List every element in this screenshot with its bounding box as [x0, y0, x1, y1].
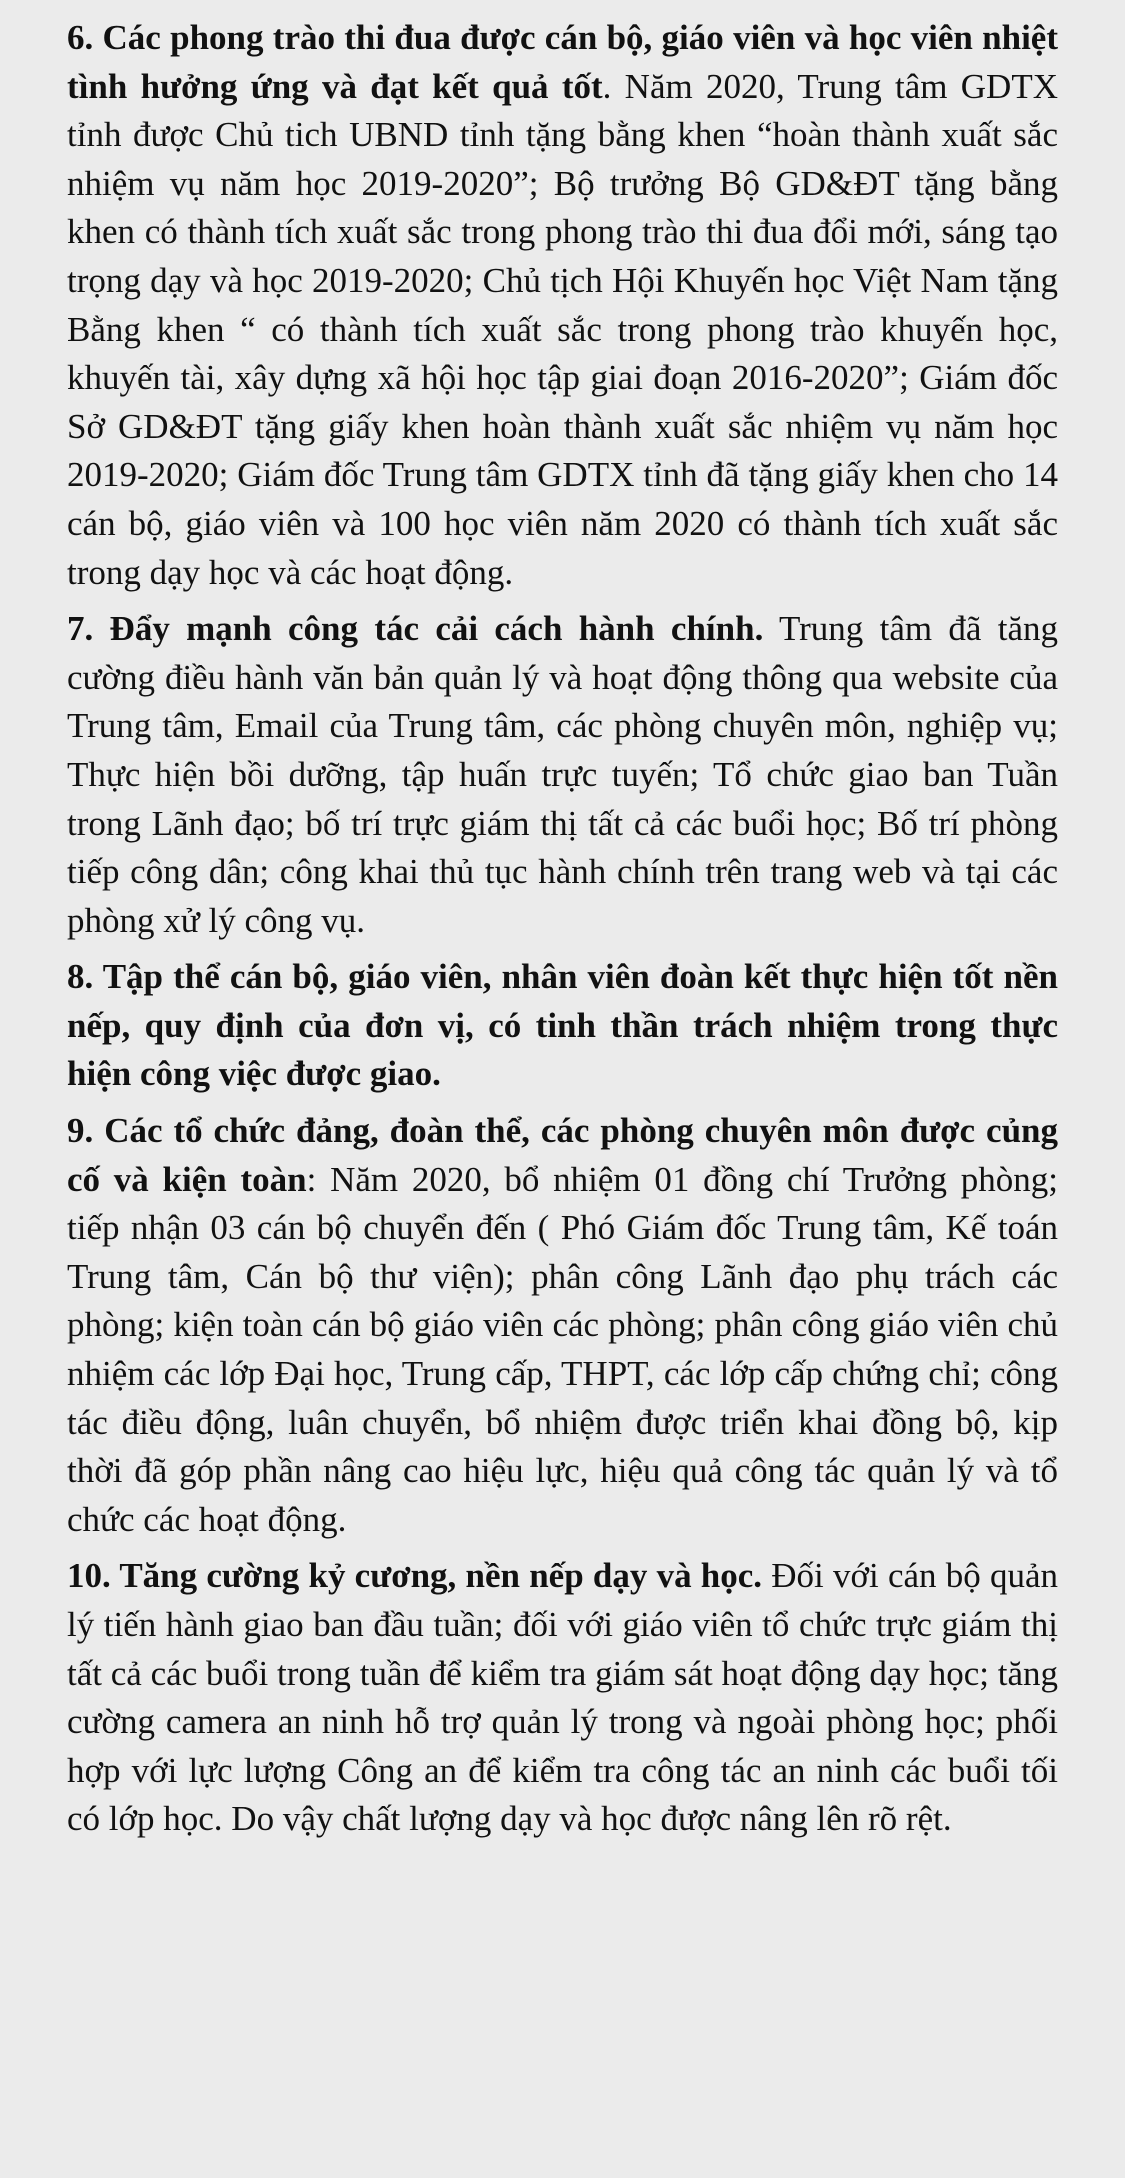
- paragraph-8-heading: 8. Tập thể cán bộ, giáo viên, nhân viên đoàn kết thực hiện tốt nền nếp, quy định của đơn vị, có tinh thần trách nhiệm trong thực hiện công việc được giao.: [67, 957, 1058, 1094]
- paragraph-10: [67, 1552, 1058, 1844]
- paragraph-10-body: Đối với cán bộ quản lý tiến hành giao ban đầu tuần; đối với giáo viên tổ chức trực giám thị tất cả các buổi trong tuần để kiểm tra giám sát hoạt động dạy học; tăng cường camera an ninh hỗ trợ quản lý trong và ngoài phòng học; phối hợp với lực lượng Công an để kiểm tra công tác an ninh các buổi tối có lớp học. Do vậy chất lượng dạy và học được nâng lên rõ rệt.: [67, 1556, 1058, 1839]
- paragraph-6: [67, 14, 1058, 597]
- paragraph-10-heading: 10. Tăng cường kỷ cương, nền nếp dạy và học.: [67, 1556, 763, 1596]
- paragraph-9: [67, 1107, 1058, 1544]
- paragraph-9-heading: 9. Các tổ chức đảng, đoàn thể, các phòng chuyên môn được củng cố và kiện toàn: [67, 1111, 1058, 1199]
- paragraph-7-body: Trung tâm đã tăng cường điều hành văn bản quản lý và hoạt động thông qua website của Trung tâm, Email của Trung tâm, các phòng chuyên môn, nghiệp vụ; Thực hiện bồi dưỡng, tập huấn trực tuyến; Tổ chức giao ban Tuần trong Lãnh đạo; bố trí trực giám thị tất cả các buổi học; Bố trí phòng tiếp công dân; công khai thủ tục hành chính trên trang web và tại các phòng xử lý công vụ.: [67, 609, 1058, 940]
- paragraph-8: [67, 953, 1058, 1099]
- paragraph-7: [67, 605, 1058, 945]
- paragraph-7-heading: 7. Đẩy mạnh công tác cải cách hành chính.: [67, 609, 764, 649]
- paragraph-6-body: . Năm 2020, Trung tâm GDTX tỉnh được Chủ tich UBND tỉnh tặng bằng khen “hoàn thành xuất sắc nhiệm vụ năm học 2019-2020”; Bộ trưởng Bộ GD&ĐT tặng bằng khen có thành tích xuất sắc trong phong trào thi đua đổi mới, sáng tạo trọng dạy và học 2019-2020; Chủ tịch Hội Khuyến học Việt Nam tặng Bằng khen “ có thành tích xuất sắc trong phong trào khuyến học, khuyến tài, xây dựng xã hội học tập giai đoạn 2016-2020”; Giám đốc Sở GD&ĐT tặng giấy khen hoàn thành xuất sắc nhiệm vụ năm học 2019-2020; Giám đốc Trung tâm GDTX tỉnh đã tặng giấy khen cho 14 cán bộ, giáo viên và 100 học viên năm 2020 có thành tích xuất sắc trong dạy học và các hoạt động.: [67, 66, 1058, 592]
- paragraph-6-heading: 6. Các phong trào thi đua được cán bộ, giáo viên và học viên nhiệt tình hưởng ứng và đạt kết quả tốt: [67, 18, 1058, 106]
- paragraph-9-body: : Năm 2020, bổ nhiệm 01 đồng chí Trưởng phòng; tiếp nhận 03 cán bộ chuyển đến ( Phó Giám đốc Trung tâm, Kế toán Trung tâm, Cán bộ thư viện); phân công Lãnh đạo phụ trách các phòng; kiện toàn cán bộ giáo viên các phòng; phân công giáo viên chủ nhiệm các lớp Đại học, Trung cấp, THPT, các lớp cấp chứng chỉ; công tác điều động, luân chuyển, bổ nhiệm được triển khai đồng bộ, kịp thời đã góp phần nâng cao hiệu lực, hiệu quả công tác quản lý và tổ chức các hoạt động.: [67, 1159, 1058, 1539]
